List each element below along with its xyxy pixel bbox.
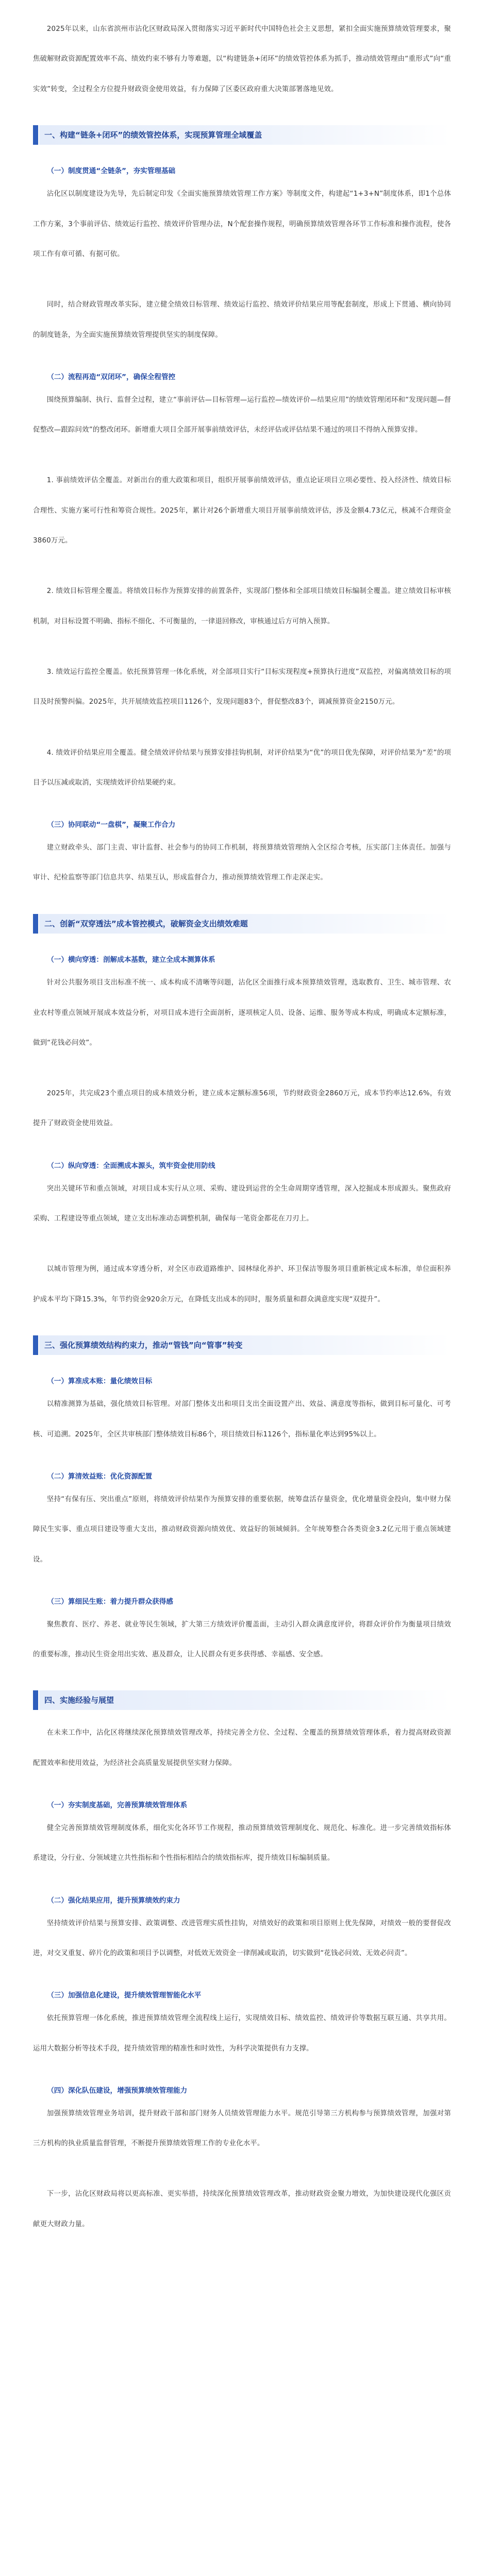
intro-paragraph: 2025年以来，山东省滨州市沾化区财政局深入贯彻落实习近平新时代中国特色社会主义思想，紧扣全面实施预算绩效管理要求，聚焦破解财政资源配置效率不高、绩效约束不够有力等难题，以“构建链条+闭环”的绩效管控体系为抓手，推动绩效管理由“重形式”向“重实效”转变，全过程全方位提升财政资金使用效益，有力保障了区委区政府重大决策部署落地见效。 — [33, 25, 451, 93]
section-accent-bar — [33, 1335, 38, 1355]
subsection-title: （二）纵向穿透：全面溯成本源头，筑牢资金使用防线 — [47, 1161, 215, 1170]
section-title: 三、强化预算绩效结构约束力，推动“管钱”向“管事”转变 — [39, 1335, 451, 1355]
body-paragraph: 健全完善预算绩效管理制度体系，细化实化各环节工作规程，推动预算绩效管理制度化、规范化、标准化。进一步完善绩效指标体系建设，分行业、分领域建立共性指标和个性指标相结合的绩效指标库，提升绩效目标编制质量。 — [33, 1824, 451, 1862]
subsection-title: （二）算清效益账：优化资源配置 — [47, 1472, 153, 1481]
body-paragraph: 1. 事前绩效评估全覆盖。对新出台的重大政策和项目，组织开展事前绩效评估，重点论证项目立项必要性、投入经济性、绩效目标合理性、实施方案可行性和筹资合规性。2025年，累计对26个新增重大项目开展事前绩效评估，涉及金额4.73亿元，核减不合理资金3860万元。 — [33, 477, 451, 545]
body-paragraph: 以精准测算为基础，强化绩效目标管理。对部门整体支出和项目支出全面设置产出、效益、满意度等指标，做到目标可量化、可考核、可追溯。2025年，全区共审核部门整体绩效目标86个，项目绩效目标1126个，指标量化率达到95%以上。 — [33, 1400, 451, 1438]
subsection-title: （三）算细民生账：着力提升群众获得感 — [47, 1597, 173, 1606]
body-paragraph: 3. 绩效运行监控全覆盖。依托预算管理一体化系统，对全部项目实行“目标实现程度+预算执行进度”双监控，对偏离绩效目标的项目及时预警纠偏。2025年，共开展绩效监控项目1126个，发现问题83个，督促整改83个，调减预算资金2150万元。 — [33, 668, 451, 706]
body-paragraph: 坚持绩效评价结果与预算安排、政策调整、改进管理实质性挂钩，对绩效好的政策和项目原则上优先保障，对绩效一般的要督促改进，对交叉重复、碎片化的政策和项目予以调整，对低效无效资金一律削减或取消，切实做到“花钱必问效、无效必问责”。 — [33, 1919, 451, 1957]
section-heading — [33, 1690, 451, 1710]
body-paragraph: 4. 绩效评价结果应用全覆盖。健全绩效评价结果与预算安排挂钩机制，对评价结果为“优”的项目优先保障，对评价结果为“差”的项目予以压减或取消，实现绩效评价结果硬约束。 — [33, 749, 451, 787]
article-sections — [33, 125, 451, 2240]
body-paragraph: 针对公共服务项目支出标准不统一、成本构成不清晰等问题，沾化区全面推行成本预算绩效管理，选取教育、卫生、城市管理、农业农村等重点领域开展成本效益分析，对项目成本进行全面剖析，逐项核定人员、设备、运维、服务等成本构成，明确成本定额标准，做到“花钱必问效”。 — [33, 979, 451, 1047]
subsection-title: （二）强化结果应用，提升预算绩效约束力 — [47, 1896, 180, 1905]
section-accent-bar — [33, 914, 38, 934]
body-paragraph: 2. 绩效目标管理全覆盖。将绩效目标作为预算安排的前置条件，实现部门整体和全部项目绩效目标编制全覆盖。建立绩效目标审核机制，对目标设置不明确、指标不细化、不可衡量的，一律退回修改，审核通过后方可纳入预算。 — [33, 587, 451, 625]
body-paragraph: 坚持“有保有压、突出重点”原则，将绩效评价结果作为预算安排的重要依据，统筹盘活存量资金，优化增量资金投向，集中财力保障民生实事、重点项目建设等重大支出，推动财政资源向绩效优、效益好的领域倾斜。全年统筹整合各类资金3.2亿元用于重点领域建设。 — [33, 1496, 451, 1564]
subsection-title: （一）夯实制度基础，完善预算绩效管理体系 — [47, 1801, 188, 1810]
body-paragraph: 2025年，共完成23个重点项目的成本绩效分析，建立成本定额标准56项，节约财政资金2860万元，成本节约率达12.6%，有效提升了财政资金使用效益。 — [33, 1090, 451, 1128]
subsection-title: （三）加强信息化建设，提升绩效管理智能化水平 — [47, 1991, 202, 2000]
body-paragraph: 建立财政牵头、部门主责、审计监督、社会参与的协同工作机制，将预算绩效管理纳入全区综合考核，压实部门主体责任。加强与审计、纪检监察等部门信息共享、结果互认，形成监督合力，推动预算绩效管理工作走深走实。 — [33, 844, 451, 882]
section-title: 一、构建“链条+闭环”的绩效管控体系，实现预算管理全域覆盖 — [39, 125, 451, 145]
subsection-title: （一）制度贯通“全链条”，夯实管理基础 — [47, 167, 176, 176]
subsection-title: （一）算准成本账：量化绩效目标 — [47, 1377, 153, 1386]
body-paragraph: 突出关键环节和重点领域，对项目成本实行从立项、采购、建设到运营的全生命周期穿透管理，深入挖掘成本形成源头。聚焦政府采购、工程建设等重点领域，建立支出标准动态调整机制，确保每一笔资金都花在刀刃上。 — [33, 1184, 451, 1223]
section-title: 二、创新“双穿透法”成本管控模式，破解资金支出绩效难题 — [39, 914, 451, 934]
body-paragraph: 聚焦教育、医疗、养老、就业等民生领域，扩大第三方绩效评价覆盖面，主动引入群众满意度评价，将群众评价作为衡量项目绩效的重要标准，推动民生资金用出实效、惠及群众，让人民群众有更多获得感、幸福感、安全感。 — [33, 1620, 451, 1659]
subsection-title: （三）协同联动“一盘棋”，凝聚工作合力 — [47, 821, 176, 829]
body-paragraph: 依托预算管理一体化系统，推进预算绩效管理全流程线上运行，实现绩效目标、绩效监控、绩效评价等数据互联互通、共享共用。运用大数据分析等技术手段，提升绩效管理的精准性和时效性，为科学决策提供有力支撑。 — [33, 2014, 451, 2053]
body-paragraph: 下一步，沾化区财政局将以更高标准、更实举措，持续深化预算绩效管理改革，推动财政资金聚力增效，为加快建设现代化强区贡献更大财政力量。 — [33, 2190, 451, 2228]
body-paragraph: 沾化区以制度建设为先导，先后制定印发《全面实施预算绩效管理工作方案》等制度文件，构建起“1+3+N”制度体系，即1个总体工作方案，3个事前评估、绩效运行监控、绩效评价管理办法，N个配套操作规程，明确预算绩效管理各环节工作标准和操作流程，使各项工作有章可循、有据可依。 — [33, 190, 451, 258]
body-paragraph: 加强预算绩效管理业务培训，提升财政干部和部门财务人员绩效管理能力水平。规范引导第三方机构参与预算绩效管理，加强对第三方机构的执业质量监督管理，不断提升预算绩效管理工作的专业化水平。 — [33, 2109, 451, 2148]
section-heading — [33, 125, 451, 145]
subsection-title: （二）流程再造“双闭环”，确保全程管控 — [47, 372, 176, 381]
section-heading — [33, 914, 451, 934]
section-title: 四、实施经验与展望 — [39, 1690, 451, 1710]
subsection-title: （一）横向穿透：剖解成本基数，建立全成本测算体系 — [47, 956, 215, 964]
body-paragraph: 在未来工作中，沾化区将继续深化预算绩效管理改革，持续完善全方位、全过程、全覆盖的预算绩效管理体系，着力提高财政资源配置效率和使用效益，为经济社会高质量发展提供坚实财力保障。 — [33, 1729, 451, 1767]
section-accent-bar — [33, 1690, 38, 1710]
section-accent-bar — [33, 125, 38, 145]
subsection-title: （四）深化队伍建设，增强预算绩效管理能力 — [47, 2086, 188, 2095]
body-paragraph: 以城市管理为例，通过成本穿透分析，对全区市政道路维护、园林绿化养护、环卫保洁等服务项目重新核定成本标准，单位面积养护成本平均下降15.3%，年节约资金920余万元，在降低支出成本的同时，服务质量和群众满意度实现“双提升”。 — [33, 1265, 451, 1303]
section-heading — [33, 1335, 451, 1355]
body-paragraph: 同时，结合财政管理改革实际，建立健全绩效目标管理、绩效运行监控、绩效评价结果应用等配套制度，形成上下贯通、横向协同的制度链条，为全面实施预算绩效管理提供坚实的制度保障。 — [33, 301, 451, 339]
body-paragraph: 围绕预算编制、执行、监督全过程，建立“事前评估—目标管理—运行监控—绩效评价—结果应用”的绩效管理闭环和“发现问题—督促整改—跟踪问效”的整改闭环。新增重大项目全部开展事前绩效评估，未经评估或评估结果不通过的项目不得纳入预算安排。 — [33, 396, 451, 434]
